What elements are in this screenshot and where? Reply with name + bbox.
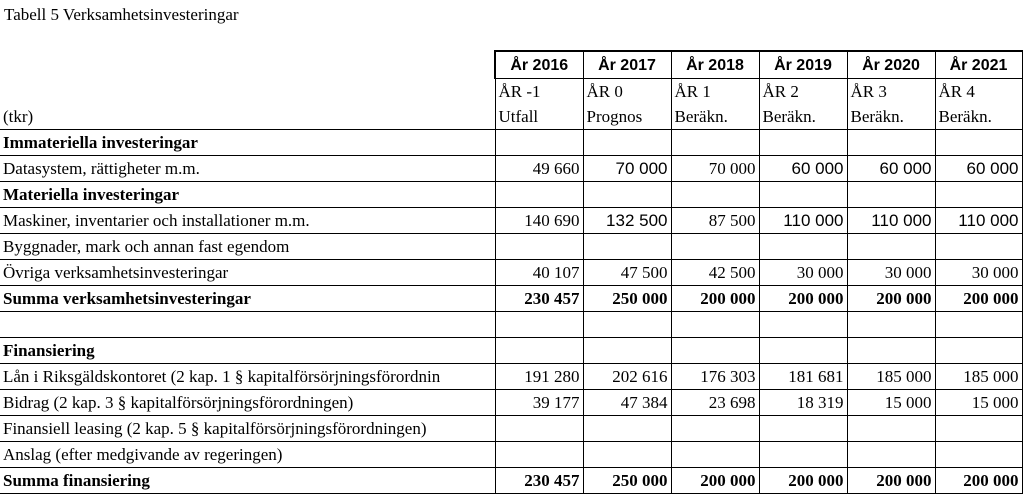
- value-cell: [495, 338, 583, 364]
- value-cell: [935, 234, 1022, 260]
- value-cell: 18 319: [759, 390, 847, 416]
- table-row: [0, 234, 1022, 260]
- value-cell: 49 660: [495, 156, 583, 182]
- value-cell: 23 698: [671, 390, 759, 416]
- kind-label: Beräkn.: [759, 104, 847, 130]
- table-row: [0, 260, 1022, 286]
- row-label: [0, 312, 495, 338]
- table-row: [0, 468, 1022, 494]
- value-cell: 42 500: [671, 260, 759, 286]
- value-cell: 191 280: [495, 364, 583, 390]
- table-row: [0, 312, 1022, 338]
- value-cell: [935, 338, 1022, 364]
- value-cell: 60 000: [847, 156, 935, 182]
- table-row: [0, 130, 1022, 156]
- kind-header-row: [0, 104, 1022, 130]
- table-row: [0, 338, 1022, 364]
- value-cell: 200 000: [847, 468, 935, 494]
- value-cell: [847, 130, 935, 156]
- value-cell: 200 000: [935, 468, 1022, 494]
- value-cell: [583, 338, 671, 364]
- value-cell: [935, 182, 1022, 208]
- value-cell: 250 000: [583, 468, 671, 494]
- ar-label: ÅR 3: [847, 79, 935, 105]
- value-cell: 60 000: [759, 156, 847, 182]
- row-label: Finansiering: [0, 338, 495, 364]
- table-row: [0, 416, 1022, 442]
- row-label: Maskiner, inventarier och installationer m.m.: [0, 208, 495, 234]
- value-cell: [583, 442, 671, 468]
- value-cell: 15 000: [847, 390, 935, 416]
- kind-label: Prognos: [583, 104, 671, 130]
- value-cell: 47 384: [583, 390, 671, 416]
- year-header-row: [0, 51, 1022, 79]
- value-cell: 200 000: [935, 286, 1022, 312]
- value-cell: 200 000: [847, 286, 935, 312]
- table-row: [0, 364, 1022, 390]
- value-cell: 70 000: [583, 156, 671, 182]
- value-cell: [495, 130, 583, 156]
- value-cell: [759, 182, 847, 208]
- value-cell: [671, 442, 759, 468]
- kind-label: Utfall: [495, 104, 583, 130]
- value-cell: [495, 182, 583, 208]
- value-cell: [759, 416, 847, 442]
- value-cell: [847, 312, 935, 338]
- value-cell: 110 000: [935, 208, 1022, 234]
- investment-table: [0, 50, 1023, 494]
- value-cell: 200 000: [671, 468, 759, 494]
- value-cell: 200 000: [759, 286, 847, 312]
- value-cell: 140 690: [495, 208, 583, 234]
- row-label: Finansiell leasing (2 kap. 5 § kapitalförsörjningsförordningen): [0, 416, 495, 442]
- value-cell: [759, 130, 847, 156]
- value-cell: [671, 416, 759, 442]
- value-cell: 39 177: [495, 390, 583, 416]
- value-cell: [759, 338, 847, 364]
- value-cell: 30 000: [935, 260, 1022, 286]
- value-cell: [671, 130, 759, 156]
- value-cell: 30 000: [759, 260, 847, 286]
- value-cell: 87 500: [671, 208, 759, 234]
- value-cell: 185 000: [847, 364, 935, 390]
- value-cell: [671, 338, 759, 364]
- year-header: År 2016: [495, 51, 583, 79]
- ar-label: ÅR -1: [495, 79, 583, 105]
- value-cell: 40 107: [495, 260, 583, 286]
- value-cell: 110 000: [847, 208, 935, 234]
- value-cell: [935, 312, 1022, 338]
- row-label: Lån i Riksgäldskontoret (2 kap. 1 § kapitalförsörjningsförordnin: [0, 364, 495, 390]
- value-cell: 176 303: [671, 364, 759, 390]
- year-header: År 2019: [759, 51, 847, 79]
- value-cell: [583, 182, 671, 208]
- value-cell: [671, 234, 759, 260]
- row-label: Bidrag (2 kap. 3 § kapitalförsörjningsförordningen): [0, 390, 495, 416]
- value-cell: [847, 338, 935, 364]
- value-cell: 47 500: [583, 260, 671, 286]
- value-cell: [495, 442, 583, 468]
- row-label: Byggnader, mark och annan fast egendom: [0, 234, 495, 260]
- value-cell: 60 000: [935, 156, 1022, 182]
- value-cell: [847, 442, 935, 468]
- value-cell: [935, 130, 1022, 156]
- value-cell: [671, 312, 759, 338]
- value-cell: [847, 182, 935, 208]
- value-cell: 230 457: [495, 286, 583, 312]
- value-cell: [847, 416, 935, 442]
- value-cell: [935, 416, 1022, 442]
- value-cell: 202 616: [583, 364, 671, 390]
- value-cell: [495, 416, 583, 442]
- value-cell: 132 500: [583, 208, 671, 234]
- value-cell: 200 000: [759, 468, 847, 494]
- row-label: Materiella investeringar: [0, 182, 495, 208]
- value-cell: [583, 416, 671, 442]
- table-row: [0, 442, 1022, 468]
- year-header: År 2021: [935, 51, 1022, 79]
- value-cell: 110 000: [759, 208, 847, 234]
- ar-label: ÅR 2: [759, 79, 847, 105]
- row-label: Summa verksamhetsinvesteringar: [0, 286, 495, 312]
- value-cell: 185 000: [935, 364, 1022, 390]
- value-cell: [583, 312, 671, 338]
- value-cell: 250 000: [583, 286, 671, 312]
- row-label: Immateriella investeringar: [0, 130, 495, 156]
- value-cell: [583, 130, 671, 156]
- value-cell: 15 000: [935, 390, 1022, 416]
- value-cell: 181 681: [759, 364, 847, 390]
- year-header: År 2018: [671, 51, 759, 79]
- ar-label: ÅR 1: [671, 79, 759, 105]
- ar-header-row: [0, 79, 1022, 105]
- table-row: [0, 156, 1022, 182]
- value-cell: 230 457: [495, 468, 583, 494]
- value-cell: [759, 234, 847, 260]
- row-label: Anslag (efter medgivande av regeringen): [0, 442, 495, 468]
- row-label: Övriga verksamhetsinvesteringar: [0, 260, 495, 286]
- value-cell: [935, 442, 1022, 468]
- value-cell: [583, 234, 671, 260]
- value-cell: [759, 442, 847, 468]
- year-header: År 2020: [847, 51, 935, 79]
- kind-label: Beräkn.: [847, 104, 935, 130]
- value-cell: [671, 182, 759, 208]
- table-row: [0, 286, 1022, 312]
- value-cell: [495, 312, 583, 338]
- value-cell: 200 000: [671, 286, 759, 312]
- table-row: [0, 208, 1022, 234]
- table-row: [0, 390, 1022, 416]
- kind-label: Beräkn.: [671, 104, 759, 130]
- kind-label: Beräkn.: [935, 104, 1022, 130]
- value-cell: 70 000: [671, 156, 759, 182]
- row-label: Datasystem, rättigheter m.m.: [0, 156, 495, 182]
- table-title: Tabell 5 Verksamhetsinvesteringar: [4, 5, 239, 24]
- value-cell: [759, 312, 847, 338]
- table-row: [0, 182, 1022, 208]
- row-label: Summa finansiering: [0, 468, 495, 494]
- value-cell: 30 000: [847, 260, 935, 286]
- year-header: År 2017: [583, 51, 671, 79]
- value-cell: [847, 234, 935, 260]
- ar-label: ÅR 4: [935, 79, 1022, 105]
- ar-label: ÅR 0: [583, 79, 671, 105]
- unit-label: (tkr): [0, 104, 495, 130]
- value-cell: [495, 234, 583, 260]
